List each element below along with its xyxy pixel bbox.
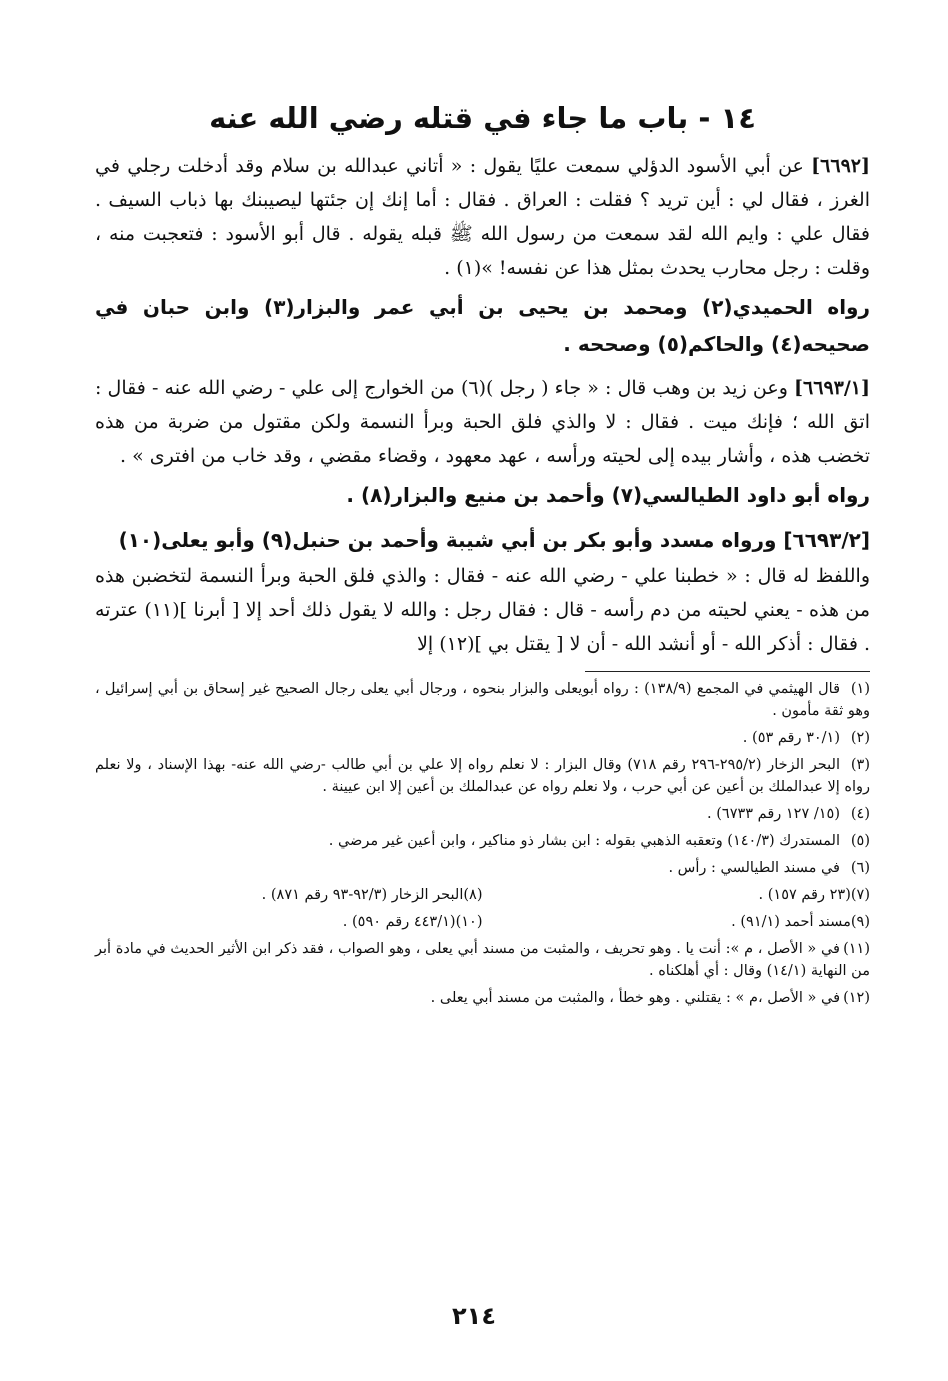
footnote <box>95 911 483 933</box>
hadith-heading <box>119 528 870 552</box>
footnote-number: (١٠) <box>455 914 483 930</box>
footnote-divider <box>585 671 870 672</box>
footnote-text: البحر الزخار (٩٢/٣-٩٣ رقم ٨٧١) . <box>261 887 464 903</box>
footnote <box>95 830 870 852</box>
footnote <box>483 884 871 906</box>
footnote-text: في « الأصل ،م » : يقتلني . وهو خطأ ، والمثبت من مسند أبي يعلى . <box>430 990 840 1006</box>
footnote <box>95 803 870 825</box>
footnote-text: مسند أحمد (٩١/١) . <box>731 914 851 930</box>
footnote-text: قال الهيثمي في المجمع (١٣٨/٩) : رواه أبويعلى والبزار بنحوه ، ورجال أبي يعلى رجال الصحيح غير إسحاق بن أبي إسرائيل ، وهو ثقة مأمون . <box>95 681 870 719</box>
footnote-text: (٣٠/١ رقم ٥٣) . <box>742 730 840 746</box>
page-body <box>95 85 870 1014</box>
footnote-pair <box>95 884 870 906</box>
footnote-number: (٩) <box>850 914 870 930</box>
footnote-number: (١) <box>850 681 870 697</box>
footnote <box>95 938 870 982</box>
footnote <box>95 884 483 906</box>
hadith-6693-2 <box>95 522 870 661</box>
footnote <box>95 857 870 879</box>
footnote <box>95 754 870 798</box>
narration-line-1: رواه الحميدي(٢) ومحمد بن يحيى بن أبي عمر والبزار(٣) وابن حبان في صحيحه(٤) والحاكم(٥) وصححه . <box>95 295 870 356</box>
footnote-text: (٢٣ رقم ١٥٧) . <box>758 887 851 903</box>
footnote-number: (٦) <box>850 860 870 876</box>
footnote <box>95 987 870 1009</box>
hadith-number: [٦٦٩٢] <box>811 155 870 177</box>
hadith-text: وعن زيد بن وهب قال : « جاء ( رجل )(٦) من الخوارج إلى علي - رضي الله عنه - فقال : اتق الله ؛ فإنك ميت . فقال : لا والذي فلق الحبة وبرأ النسمة ولكن مقتول من ضربة من هذه تخضب هذه ، وأشار بيده إلى لحيته ورأسه ، عهد معهود ، وقضاء مقضي ، وقد خاب من افترى » . <box>95 377 870 467</box>
footnote-number: (٥) <box>850 833 870 849</box>
page-number: ٢١٤ <box>452 1302 496 1330</box>
hadith-heading-text: ورواه مسدد وأبو بكر بن أبي شيبة وأحمد بن حنبل(٩) وأبو يعلى(١٠) <box>118 528 777 552</box>
footnote-number: (٨) <box>463 887 483 903</box>
hadith-6692 <box>95 149 870 285</box>
footnote <box>95 727 870 749</box>
footnote-number: (٣) <box>850 757 870 773</box>
footnote-number: (٤) <box>850 806 870 822</box>
footnote-text: (٤٤٣/١ رقم ٥٩٠) . <box>342 914 456 930</box>
hadith-text: واللفظ له قال : « خطبنا علي - رضي الله عنه - فقال : والذي فلق الحبة وبرأ النسمة لتخضبن هذه من هذه - يعني لحيته من دم رأسه - قال : فقال رجل : والله لا يقول ذلك أحد إلا [ أبرنا ](١١) عترته . فقال : أذكر الله - أو أنشد الله - أن لا [ يقتل بي ](١٢) إلا <box>95 565 870 655</box>
footnote-number: (١١) <box>843 941 870 957</box>
chapter-title: ١٤ - باب ما جاء في قتله رضي الله عنه <box>209 101 756 135</box>
hadith-text: عن أبي الأسود الدؤلي سمعت عليًا يقول : « أتاني عبدالله بن سلام وقد أدخلت رجلي في الغرز ، فقال لي : أين تريد ؟ فقلت : العراق . فقال : أما إنك إن جئتها ليصيبنك بها ذباب السيف . فقال علي : وايم الله لقد سمعت من رسول الله ﷺ قبله يقوله . قال أبو الأسود : فتعجبت منه ، وقلت : رجل محارب يحدث بمثل هذا عن نفسه! »(١) . <box>95 155 870 279</box>
narration-line-2: رواه أبو داود الطيالسي(٧) وأحمد بن منيع والبزار(٨) . <box>346 483 870 507</box>
footnote-number: (٧) <box>850 887 870 903</box>
footnotes <box>95 678 870 1009</box>
hadith-number: [٦٦٩٣/١] <box>794 377 870 399</box>
footnote-number: (١٢) <box>843 990 870 1006</box>
footnote-text: (١٥/ ١٢٧ رقم ٦٧٣٣) . <box>707 806 840 822</box>
footnote <box>95 678 870 722</box>
hadith-number: [٦٦٩٣/٢] <box>783 528 870 552</box>
footnote-number: (٢) <box>850 730 870 746</box>
footnote-pair <box>95 911 870 933</box>
footnote <box>483 911 871 933</box>
footnote-text: البحر الزخار (٢٩٥/٢-٢٩٦ رقم ٧١٨) وقال البزار : لا نعلم رواه إلا علي بن أبي طالب -رضي الله عنه- بهذا الإسناد ، ولا نعلم رواه إلا عبدالملك بن أعين عن أبي حرب ، ولا نعلم رواه عن عبدالملك بن أعين إلا ابن عيينة . <box>95 757 870 795</box>
footnote-text: المستدرك (١٤٠/٣) وتعقبه الذهبي بقوله : ابن بشار ذو مناكير ، وابن أعين غير مرضي . <box>328 833 840 849</box>
footnote-text: في « الأصل ، م »: أنت يا . وهو تحريف ، والمثبت من مسند أبي يعلى ، وهو الصواب ، فقد ذكر ابن الأثير الحديث في مادة أبر من النهاية (١٤/١) وقال : أي أهلكناه . <box>95 941 870 979</box>
hadith-6693-1 <box>95 371 870 473</box>
footnote-text: في مسند الطيالسي : رأس . <box>668 860 840 876</box>
